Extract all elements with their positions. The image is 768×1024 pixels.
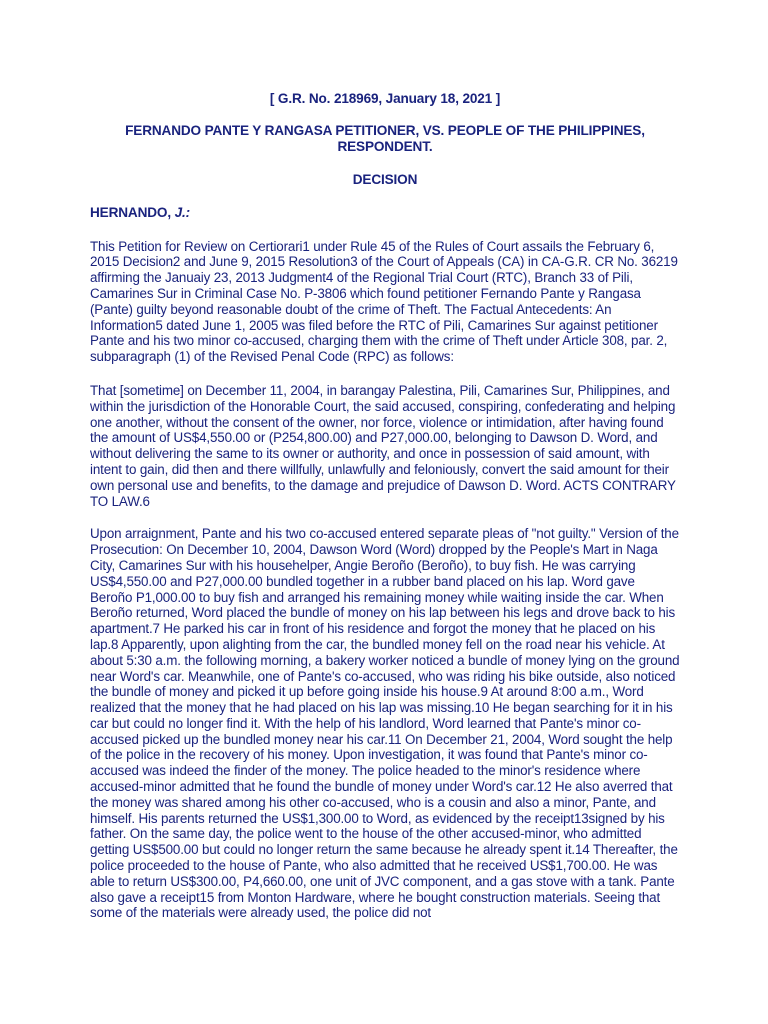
paragraph-information: That [sometime] on December 11, 2004, in barangay Palestina, Pili, Camarines Sur, Philippines, and within the jurisdiction of the Honorable Court, the said accused, conspiring, confederating and helping one another, without the consent of the owner, nor force, violence or intimidation, after having found the amount of US$4,550.00 or (P254,800.00) and P27,000.00, belonging to Dawson D. Word, and without delivering the same to its owner or authority, and once in possession of said amount, with intent to gain, did then and there willfully, unlawfully and feloniously, convert the said amount for their own personal use and benefits, to the damage and prejudice of Dawson D. Word. ACTS CONTRARY TO LAW.6 bbox=[90, 382, 676, 509]
document-body bbox=[90, 91, 680, 937]
paragraph-petition: This Petition for Review on Certiorari1 under Rule 45 of the Rules of Court assails the February 6, 2015 Decision2 and June 9, 2015 Resolution3 of the Court of Appeals (CA) in CA-G.R. CR No. 36219 affirming the Januaiy 23, 2013 Judgment4 of the Regional Trial Court (RTC), Branch 33 of Pili, Camarines Sur in Criminal Case No. P-3806 which found petitioner Fernando Pante y Rangasa (Pante) guilty beyond reasonable doubt of the crime of Theft. The Factual Antecedents: An Information5 dated June 1, 2005 was filed before the RTC of Pili, Camarines Sur against petitioner Pante and his two minor co-accused, charging them with the crime of Theft under Article 308, par. 2, subparagraph (1) of the Revised Penal Code (RPC) as follows: bbox=[90, 238, 678, 365]
case-number: [ G.R. No. 218969, January 18, 2021 ] bbox=[269, 91, 501, 106]
ponente-name: HERNANDO, bbox=[90, 204, 175, 220]
ponente-title: J.: bbox=[174, 204, 191, 220]
decision-heading: DECISION bbox=[352, 171, 418, 187]
case-caption: FERNANDO PANTE Y RANGASA PETITIONER, VS. PEOPLE OF THE PHILIPPINES, RESPONDENT. bbox=[125, 122, 645, 155]
ponente bbox=[90, 205, 680, 221]
paragraph-prosecution: Upon arraignment, Pante and his two co-accused entered separate pleas of "not guilty." Version of the Prosecution: On December 10, 2004, Dawson Word (Word) dropped by the People's Mart in Naga City, Camarines Sur with his househelper, Angie Beroño (Beroño), to buy fish. He was carrying US$4,550.00 and P27,000.00 bundled together in a rubber band placed on his lap. Word gave Beroño P1,000.00 to buy fish and arranged his remaining money while waiting inside the car. When Beroño returned, Word placed the bundle of money on his lap between his legs and drove back to his apartment.7 He parked his car in front of his residence and forgot the money that he placed on his lap.8 Apparently, upon alighting from the car, the bundled money fell on the road near his vehicle. At about 5:30 a.m. the following morning, a bakery worker noticed a bundle of money lying on the ground near Word's car. Meanwhile, one of Pante's co-accused, who was riding his bike outside, also noticed the bundle of money and picked it up before going inside his house.9 At around 8:00 a.m., Word realized that the money that he had placed on his lap was missing.10 He began searching for it in his car but could no longer find it. With the help of his landlord, Word learned that Pante's minor co-accused picked up the bundled money near his car.11 On December 21, 2004, Word sought the help of the police in the recovery of his money. Upon investigation, it was found that Pante's minor co-accused was indeed the finder of the money. The police headed to the minor's residence where accused-minor admitted that he found the bundle of money under Word's car.12 He also averred that the money was shared among his other co-accused, who is a cousin and also a minor, Pante, and himself. His parents returned the US$1,300.00 to Word, as evidenced by the receipt13signed by his father. On the same day, the police went to the house of the other accused-minor, who admitted getting US$500.00 but could no longer return the same because he already spent it.14 Thereafter, the police proceeded to the house of Pante, who also admitted that he received US$1,700.00. He was able to return US$300.00, P4,660.00, one unit of JVC component, and a gas stove with a tank. Pante also gave a receipt15 from Monton Hardware, where he bought construction materials. Seeing that some of the materials were already used, the police did not bbox=[90, 526, 680, 921]
